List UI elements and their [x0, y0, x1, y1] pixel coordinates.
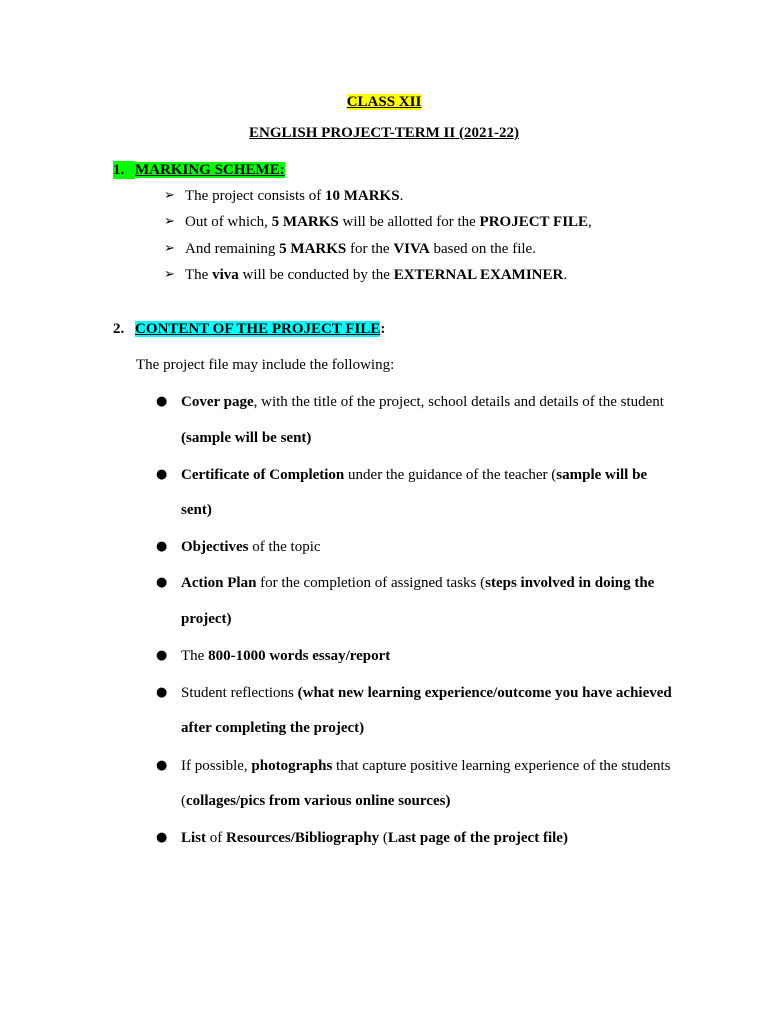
bullet-dot-icon: ●: [156, 539, 168, 554]
bullet-dot-icon: ●: [156, 830, 168, 845]
bullet-line: project): [181, 611, 232, 627]
class-title: [0, 93, 768, 111]
arrow-bullet-icon: ➢: [164, 188, 175, 203]
bullet-line: Cover page, with the title of the project, school details and details of the student: [181, 394, 664, 410]
bullet-dot-icon: ●: [156, 575, 168, 590]
bullet-line: (sample will be sent): [181, 430, 312, 446]
bullet-dot-icon: ●: [156, 394, 168, 409]
arrow-bullet-icon: ➢: [164, 267, 175, 282]
section-2-number: 2.: [113, 321, 125, 337]
marking-item-text: The viva will be conducted by the EXTERNAL EXAMINER.: [185, 267, 568, 283]
section-2-label: CONTENT OF THE PROJECT FILE: [135, 321, 381, 337]
project-title: [0, 124, 768, 142]
section-2-colon: :: [380, 321, 386, 337]
bullet-line: Student reflections (what new learning experience/outcome you have achieved: [181, 685, 672, 701]
section-1-heading: [113, 161, 285, 179]
bullet-dot-icon: ●: [156, 758, 168, 773]
bullet-line: If possible, photographs that capture positive learning experience of the students: [181, 758, 671, 774]
arrow-bullet-icon: ➢: [164, 214, 175, 229]
bullet-line: The 800-1000 words essay/report: [181, 648, 391, 664]
class-title-text: CLASS XII: [346, 94, 422, 110]
section-1-number: 1.: [113, 161, 135, 179]
bullet-line: sent): [181, 502, 212, 518]
bullet-line: Action Plan for the completion of assigned tasks (steps involved in doing the: [181, 575, 655, 591]
bullet-line: List of Resources/Bibliography (Last page of the project file): [181, 830, 568, 846]
bullet-line: Objectives of the topic: [181, 539, 321, 555]
bullet-dot-icon: ●: [156, 648, 168, 663]
bullet-dot-icon: ●: [156, 685, 168, 700]
section-1-label: MARKING SCHEME:: [135, 162, 285, 178]
marking-item-text: The project consists of 10 MARKS.: [185, 188, 404, 204]
bullet-dot-icon: ●: [156, 467, 168, 482]
section-2-intro: The project file may include the following:: [136, 357, 395, 373]
marking-item-text: And remaining 5 MARKS for the VIVA based on the file.: [185, 241, 536, 257]
bullet-line: Certificate of Completion under the guidance of the teacher (sample will be: [181, 467, 648, 483]
section-2-heading: [113, 320, 385, 338]
bullet-line: after completing the project): [181, 720, 365, 736]
bullet-line: (collages/pics from various online sources): [181, 793, 451, 809]
arrow-bullet-icon: ➢: [164, 241, 175, 256]
marking-item-text: Out of which, 5 MARKS will be allotted for the PROJECT FILE,: [185, 214, 592, 230]
project-title-text: ENGLISH PROJECT-TERM II (2021-22): [249, 125, 519, 141]
